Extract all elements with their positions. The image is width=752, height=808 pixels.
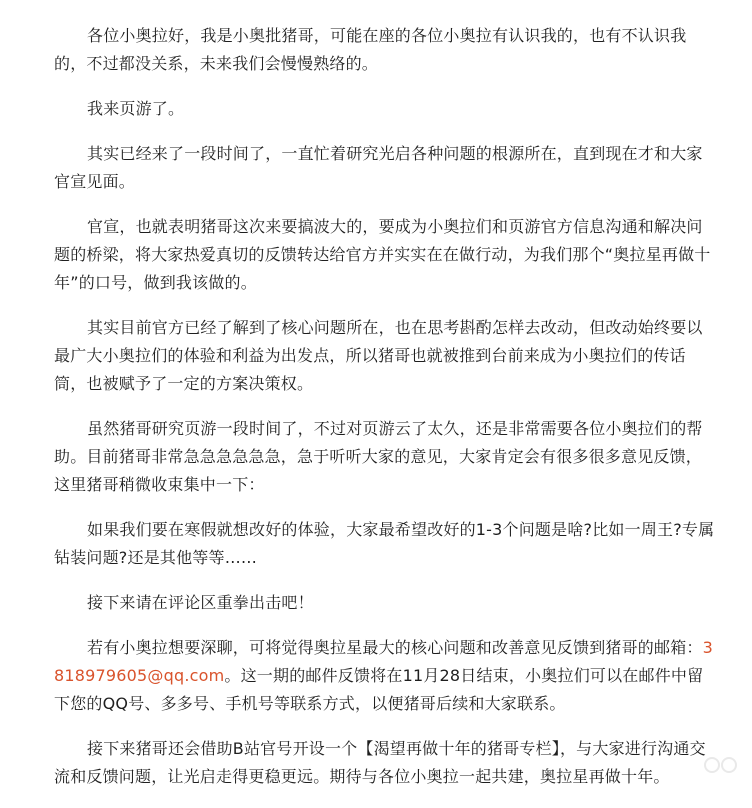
paragraph-email-feedback xyxy=(54,634,716,718)
paragraph-research: 其实已经来了一段时间了，一直忙着研究光启各种问题的根源所在，直到现在才和大家官宣见面。 xyxy=(54,144,703,191)
email-intro-text: 若有小奥拉想要深聊，可将觉得奥拉星最大的核心问题和改善意见反馈到猪哥的邮箱： xyxy=(87,638,703,657)
watermark-icon xyxy=(702,754,742,776)
paragraph-help-request: 虽然猪哥研究页游一段时间了，不过对页游云了太久，还是非常需要各位小奥拉们的帮助。目前猪哥非常急急急急急急，急于听听大家的意见，大家肯定会有很多很多意见反馈，这里猪哥稍微收束集中一下： xyxy=(54,419,703,494)
paragraph-question: 如果我们要在寒假就想改好的体验，大家最希望改好的1-3个问题是啥?比如一周王?专属钻装问题?还是其他等等…… xyxy=(54,520,715,567)
paragraph-comment-call: 接下来请在评论区重拳出击吧！ xyxy=(87,593,314,612)
email-outro-text: 。这一期的邮件反馈将在11月28日结束，小奥拉们可以在邮件中留下您的QQ号、多多号、手机号等联系方式，以便猪哥后续和大家联系。 xyxy=(54,666,704,713)
article-body xyxy=(54,22,716,808)
paragraph-official-status: 其实目前官方已经了解到了核心问题所在，也在思考斟酌怎样去改动，但改动始终要以最广大小奥拉们的体验和利益为出发点，所以猪哥也就被推到台前来成为小奥拉们的传话筒，也被赋予了一定的方案决策权。 xyxy=(54,318,703,393)
email-link[interactable]: 3818979605@qq.com xyxy=(54,638,713,685)
paragraph-greeting: 各位小奥拉好，我是小奥批猪哥，可能在座的各位小奥拉有认识我的，也有不认识我的，不过都没关系，未来我们会慢慢熟络的。 xyxy=(54,26,687,73)
paragraph-announcement: 官宣，也就表明猪哥这次来要搞波大的，要成为小奥拉们和页游官方信息沟通和解决问题的桥梁，将大家热爱真切的反馈转达给官方并实实在在做行动，为我们那个“奥拉星再做十年”的口号，做到我该做的。 xyxy=(54,217,711,292)
paragraph-column-plan: 接下来猪哥还会借助B站官号开设一个【渴望再做十年的猪哥专栏】，与大家进行沟通交流和反馈问题，让光启走得更稳更远。期待与各位小奥拉一起共建，奥拉星再做十年。 xyxy=(54,739,706,786)
paragraph-arrival: 我来页游了。 xyxy=(87,99,185,118)
